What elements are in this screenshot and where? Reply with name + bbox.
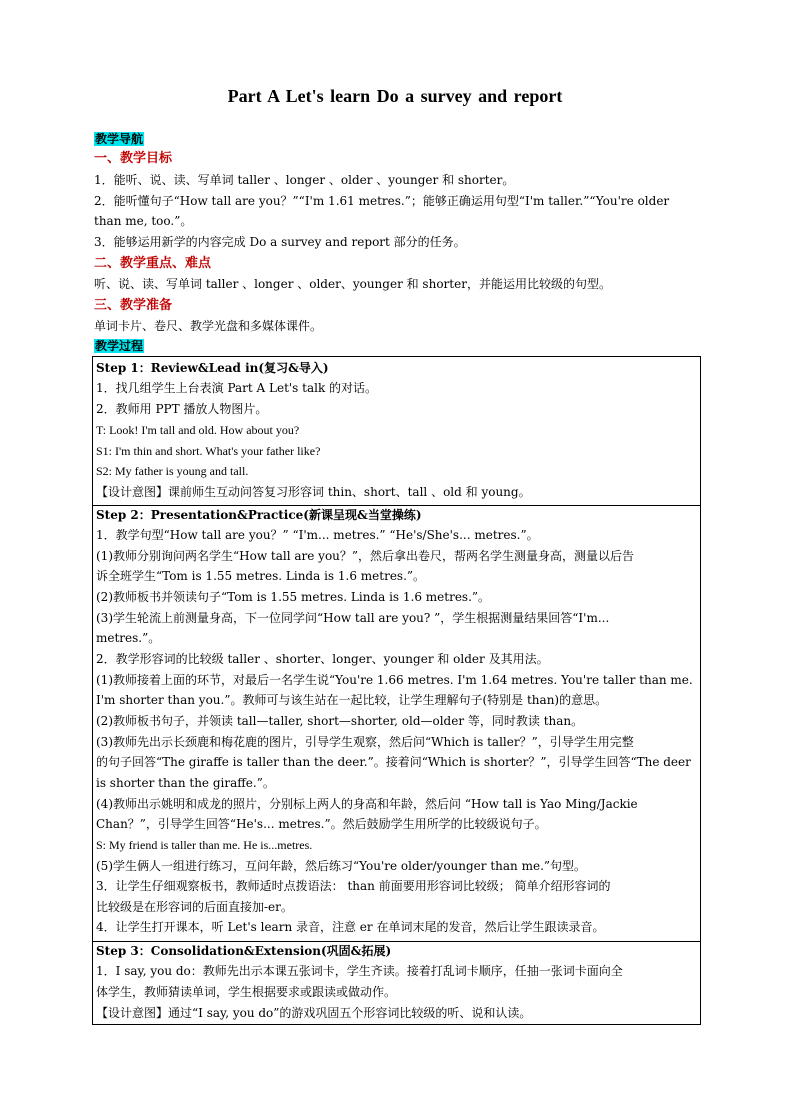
step1-line: S1: I'm thin and short. What's your father like? [96,444,321,458]
step2-line: 诉全班学生“Tom is 1.55 metres. Linda is 1.6 metres.”。 [96,569,426,583]
goal-line: than me, too.”。 [94,214,193,228]
goal-line: 3．能够运用新学的内容完成 Do a survey and report 部分的任务。 [94,235,466,249]
step1-line: 1．找几组学生上台表演 Part A Let's talk 的对话。 [96,381,378,395]
step2-line: (4)教师出示姚明和成龙的照片，分别标上两人的身高和年龄，然后问 “How tall is Yao Ming/Jackie [96,797,638,811]
step2-line: (2)教师板书句子，并领读 tall—taller, short—shorter, old—older 等，同时教读 than。 [96,714,584,728]
step2-title: Step 2：Presentation&Practice(新课呈现&当堂操练) [96,508,422,522]
step2-line: I'm shorter than you.”。教师可与该生站在一起比较，让学生理解句子(特别是 than)的意思。 [96,693,608,707]
section-heading-goals: 一、教学目标 [94,151,173,166]
step1-line: 2．教师用 PPT 播放人物图片。 [96,402,268,416]
step3-line: 1．I say, you do：教师先出示本课五张词卡，学生齐读。接着打乱词卡顺序，任抽一张词卡面向全 [96,964,623,978]
step2-line: 2．教学形容词的比较级 taller 、shorter、longer、younger 和 older 及其用法。 [96,652,549,666]
step2-line: (2)教师板书并领读句子“Tom is 1.55 metres. Linda is 1.6 metres.”。 [96,590,491,604]
step2-line: is shorter than the giraffe.”。 [96,776,275,790]
step2-line: 比较级是在形容词的后面直接加-er。 [96,900,293,914]
process-table [92,356,701,1025]
step2-line: Chan？”，引导学生回答“He's... metres.”。然后鼓励学生用所学的比较级说句子。 [96,817,547,831]
page-title: Part A Let's learn Do a survey and report [227,86,563,106]
step3-line: 体学生，教师猜读单词，学生根据要求或跟读或做动作。 [96,985,397,999]
step1-line: 【设计意图】课前师生互动问答复习形容词 thin、short、tall 、old 和 young。 [96,485,531,499]
prep-text: 单词卡片、卷尺、教学光盘和多媒体课件。 [94,319,323,333]
step2-line: 3．让学生仔细观察板书，教师适时点拨语法： than 前面要用形容词比较级； 简单介绍形容词的 [96,879,611,893]
step1-cell [93,357,700,506]
goal-line: 1．能听、说、读、写单词 taller 、longer 、older 、younger 和 shorter。 [94,173,515,187]
step2-line: (3)教师先出示长颈鹿和梅花鹿的图片，引导学生观察，然后问“Which is taller？”，引导学生用完整 [96,735,634,749]
step1-line: T: Look! I'm tall and old. How about you? [96,423,300,437]
step2-line: metres.”。 [96,631,161,645]
step1-line: S2: My father is young and tall. [96,464,249,478]
section-heading-prep: 三、教学准备 [94,298,173,313]
step2-line: 的句子回答“The giraffe is taller than the deer.”。接着问“Which is shorter？”，引导学生回答“The deer [96,755,691,769]
step3-title: Step 3：Consolidation&Extension(巩固&拓展) [96,944,392,958]
goal-line: 2．能听懂句子“How tall are you？”“I'm 1.61 metres.”；能够正确运用句型“I'm taller.”“You're older [94,194,670,208]
nav-heading: 教学导航 [95,132,144,146]
section-heading-key-points: 二、教学重点、难点 [94,256,212,271]
step2-line: (5)学生俩人一组进行练习，互问年龄，然后练习“You're older/younger than me.”句型。 [96,859,587,873]
step2-line: S: My friend is taller than me. He is...metres. [96,838,313,852]
step2-line: (3)学生轮流上前测量身高，下一位同学问“How tall are you? ”，学生根据测量结果回答“I'm... [96,611,610,625]
step3-cell [93,941,700,1026]
step2-cell [93,505,700,942]
process-heading: 教学过程 [95,339,144,353]
step2-line: (1)教师分别询问两名学生“How tall are you？”，然后拿出卷尺，帮两名学生测量身高，测量以后告 [96,549,635,563]
step3-line: 【设计意图】通过“I say, you do”的游戏巩固五个形容词比较级的听、说和认读。 [96,1006,532,1020]
step2-line: (1)教师接着上面的环节，对最后一名学生说“You're 1.66 metres. I'm 1.64 metres. You're taller than me. [96,673,693,687]
step2-line: 1．教学句型“How tall are you？” “I'm... metres.” “He's/She's... metres.”。 [96,528,539,542]
step2-line: 4．让学生打开课本，听 Let's learn 录音，注意 er 在单词末尾的发音，然后让学生跟读录音。 [96,920,605,934]
step1-title: Step 1：Review&Lead in(复习&导入) [96,361,329,375]
key-points-text: 听、说、读、写单词 taller 、longer 、older、younger 和 shorter，并能运用比较级的句型。 [94,277,611,291]
